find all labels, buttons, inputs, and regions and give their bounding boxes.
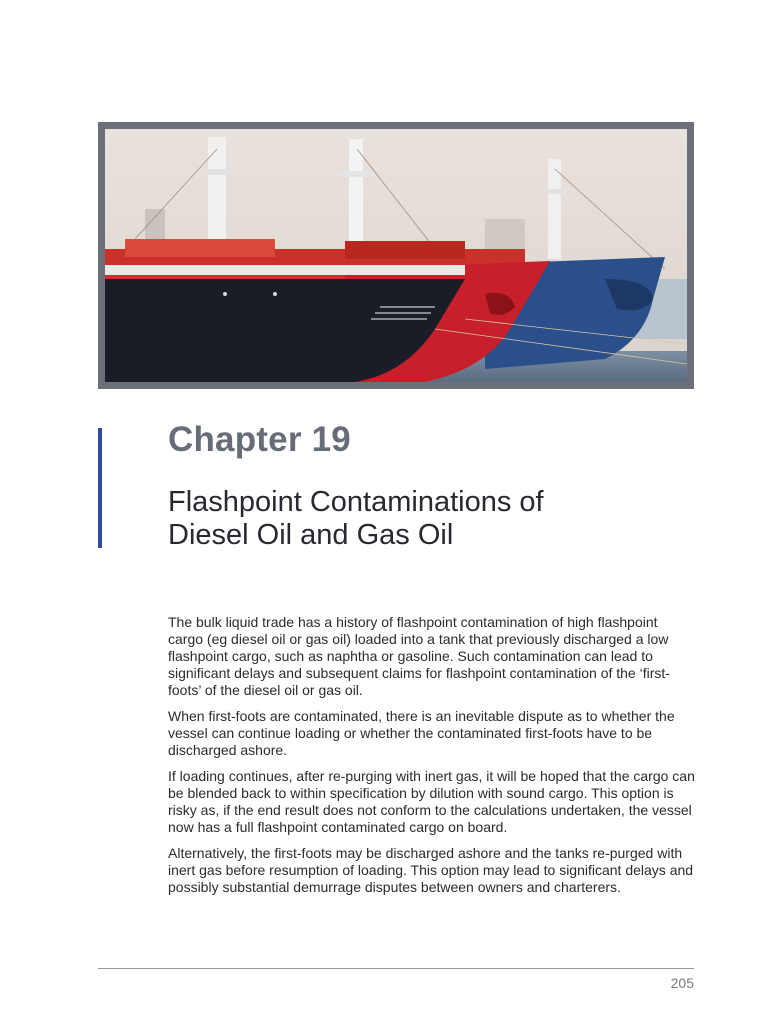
body-paragraph: Alternatively, the first-foots may be discharged ashore and the tanks re-purged with inert gas before resumption of loading. This option may lead to significant delays and possibly substantial demurrage disputes between owners and charterers. xyxy=(168,845,694,895)
chapter-title xyxy=(168,486,688,552)
body-paragraph: When first-foots are contaminated, there is an inevitable dispute as to whether the vessel can continue loading or whether the contaminated first-foots have to be discharged ashore. xyxy=(168,708,675,758)
footer-divider xyxy=(98,968,694,969)
tanker-ships-photo xyxy=(105,129,687,382)
body-paragraph: The bulk liquid trade has a history of flashpoint contamination of high flashpoint cargo (eg diesel oil or gas oil) loaded into a tank that previously discharged a low flashpoint cargo, such as naphtha or gasoline. Such contamination can lead to significant delays and subsequent claims for flashpoint contamination of the ‘first-foots’ of the diesel oil or gas oil. xyxy=(168,614,670,698)
chapter-number: Chapter 19 xyxy=(168,420,351,459)
chapter-photo-frame xyxy=(98,122,694,389)
body-text xyxy=(168,614,696,905)
page-number: 205 xyxy=(670,975,694,991)
chapter-title-line-1: Flashpoint Contaminations of xyxy=(168,486,544,518)
chapter-title-line-2: Diesel Oil and Gas Oil xyxy=(168,519,454,551)
chapter-accent-bar xyxy=(98,428,102,548)
body-paragraph: If loading continues, after re-purging with inert gas, it will be hoped that the cargo can be blended back to within specification by dilution with sound cargo. This option is risky as, if the end result does not conform to the calculations undertaken, the vessel now has a full flashpoint contaminated cargo on board. xyxy=(168,768,695,835)
